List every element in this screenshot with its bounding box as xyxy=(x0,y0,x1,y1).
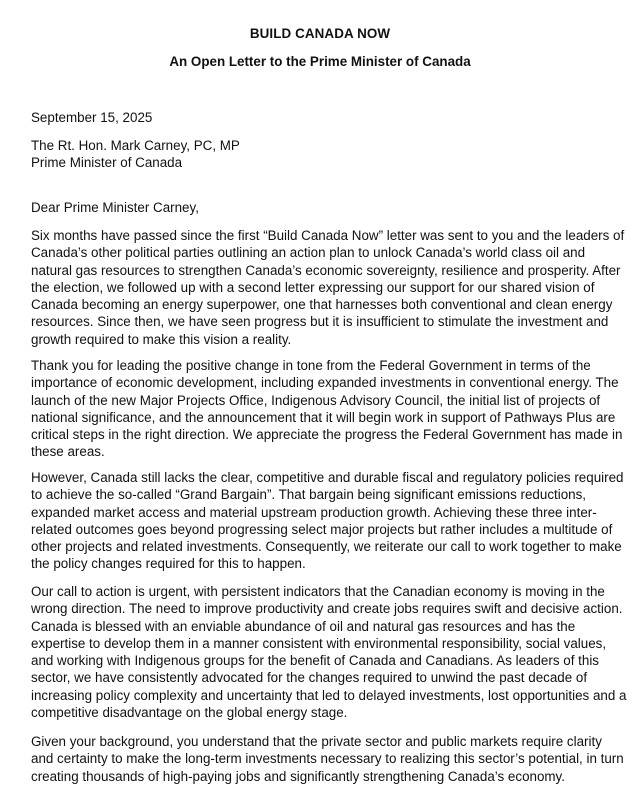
paragraph-line: However, Canada still lacks the clear, competitive and durable fiscal and regulatory policies required xyxy=(31,470,624,485)
paragraph-line: Canada’s other political parties outlining an action plan to unlock Canada’s world class oil and xyxy=(31,245,586,261)
paragraph-3 xyxy=(31,469,624,573)
paragraph-1 xyxy=(31,227,625,348)
paragraph-line: importance of economic development, including expanded investments in conventional energy. The xyxy=(31,375,619,391)
paragraph-line: these areas. xyxy=(31,444,105,460)
paragraph-line: expertise to develop them in a manner consistent with environmental responsibility, social values, xyxy=(31,635,607,651)
paragraph-line: natural gas resources to strengthen Canada’s economic sovereignty, resilience and prosperity. After xyxy=(31,262,621,278)
letter-title: BUILD CANADA NOW xyxy=(249,26,391,41)
letter-date xyxy=(31,109,621,126)
paragraph-line: related outcomes goes beyond progressing select major projects but rather includes a multitude of xyxy=(31,521,613,537)
paragraph-line: sector, we have consistently advocated for the changes required to unwind the past decade of xyxy=(31,670,588,686)
paragraph-line: growth required to make this vision a reality. xyxy=(31,331,292,347)
salutation-text: Dear Prime Minister Carney, xyxy=(31,200,199,215)
paragraph-line: Six months have passed since the first “Build Canada Now” letter was sent to you and the leaders of xyxy=(31,228,625,243)
paragraph-line: the election, we followed up with a second letter expressing our support for our shared vision of xyxy=(31,279,595,295)
paragraph-line: critical steps in the right direction. We appreciate the progress the Federal Government has made in xyxy=(31,427,623,443)
recipient-name: The Rt. Hon. Mark Carney, PC, MP xyxy=(31,138,240,153)
paragraph-line: creating thousands of high-paying jobs and significantly strengthening Canada’s economy. xyxy=(31,768,565,784)
recipient-title: Prime Minister of Canada xyxy=(31,155,183,171)
paragraph-line: Our call to action is urgent, with persistent indicators that the Canadian economy is moving in the xyxy=(31,584,605,599)
salutation xyxy=(31,199,621,216)
paragraph-line: and certainty to make the long-term investments necessary to realizing this sector’s potential, in turn xyxy=(31,751,624,767)
paragraph-line: the policy changes required for this to happen. xyxy=(31,556,306,572)
paragraph-line: Canada is blessed with an enviable abundance of oil and natural gas resources and has the xyxy=(31,618,576,634)
paragraph-line: to achieve the so-called “Grand Bargain”. That bargain being significant emissions reductions, xyxy=(31,487,587,503)
paragraph-line: Thank you for leading the positive change in tone from the Federal Government in terms of the xyxy=(31,358,591,373)
paragraph-2 xyxy=(31,357,621,461)
paragraph-line: competitive disadvantage on the global energy stage. xyxy=(31,705,348,721)
paragraph-line: launch of the new Major Projects Office, Indigenous Advisory Council, the initial list of projects of xyxy=(31,392,601,408)
paragraph-5 xyxy=(31,733,624,785)
recipient-block xyxy=(31,137,621,172)
paragraph-line: resources. Since then, we have seen progress but it is insufficient to stimulate the investment and xyxy=(31,314,609,330)
date-text: September 15, 2025 xyxy=(31,110,153,125)
paragraph-line: and working with Indigenous groups for the benefit of Canada and Canadians. As leaders of this xyxy=(31,653,599,669)
paragraph-line: Given your background, you understand that the private sector and public markets require clarity xyxy=(31,734,602,749)
letter-subtitle: An Open Letter to the Prime Minister of Canada xyxy=(169,54,471,69)
paragraph-line: other projects and related investments. Consequently, we reiterate our call to work together to make xyxy=(31,539,622,555)
paragraph-line: national significance, and the announcement that it will begin work in support of Pathways Plus are xyxy=(31,409,616,425)
paragraph-4 xyxy=(31,583,627,721)
paragraph-line: wrong direction. The need to improve productivity and create jobs requires swift and decisive action. xyxy=(31,601,623,617)
paragraph-line: increasing policy complexity and uncertainty that led to delayed investments, lost opportunities and a xyxy=(31,687,627,703)
paragraph-line: expanded market access and material upstream production growth. Achieving these three inter- xyxy=(31,504,597,520)
paragraph-line: Canada becoming an energy superpower, one that harnesses both conventional and clean energy xyxy=(31,297,613,313)
